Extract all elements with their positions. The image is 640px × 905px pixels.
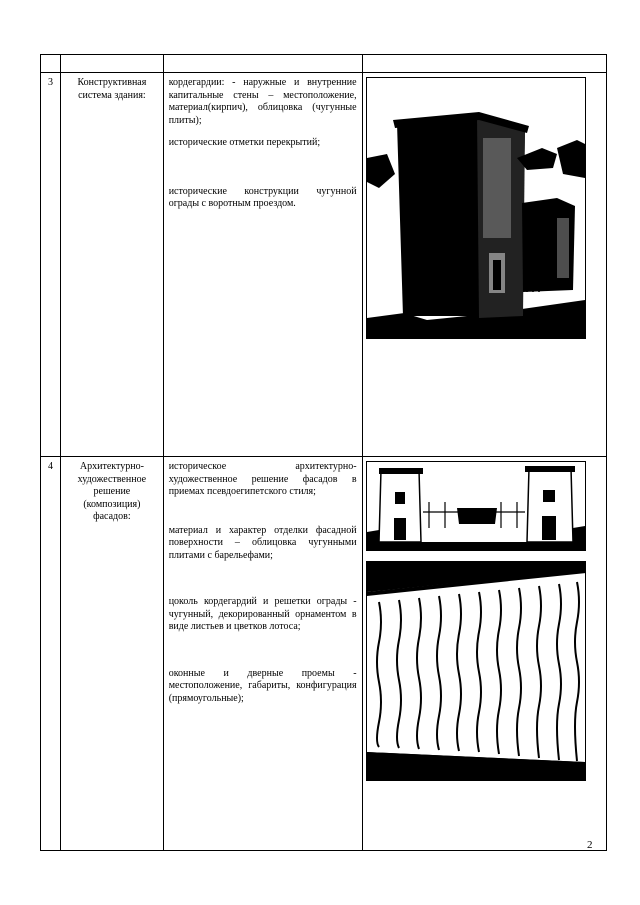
table-row [41,457,607,851]
cast-iron-fence-photo [366,561,586,781]
description-item: историческое архитектурно-художественное решение фасадов в приемах псевдоегипетского стиля; [168,461,357,497]
description-item: кордегардии: - наружные и внутренние капитальные стены – местоположение, материал(кирпич), облицовка (чугунные плиты); [168,77,357,126]
table-header-row [41,55,607,73]
row-number: 3 [41,73,61,457]
header-cell-number [41,55,61,73]
monument-table [40,54,607,851]
row-name: Архитектурно-художественное решение (композиция) фасадов: [61,457,164,851]
row-number: 4 [41,457,61,851]
header-cell-description [163,55,362,73]
header-cell-name [61,55,164,73]
header-cell-photo [362,55,606,73]
guardhouse-pylon-photo [366,77,586,339]
description-item: исторические отметки перекрытий; [168,137,321,148]
row-photo-cell [362,457,606,851]
page-number: 2 [587,839,593,851]
description-item: цоколь кордегардий и решетки ограды - чугунный, декорированный орнаментом в виде листьев и цветков лотоса; [168,596,357,632]
row-photo-cell [362,73,606,457]
row-description [163,457,362,851]
description-item: исторические конструкции чугунной ограды с воротным проездом. [168,185,357,209]
row-name: Конструктивная система здания: [61,73,164,457]
description-item: оконные и дверные проемы - местоположение, габариты, конфигурация (прямоугольные); [168,667,357,704]
gate-overview-photo [366,461,586,551]
row-description [163,73,362,457]
table-row [41,73,607,457]
description-item: материал и характер отделки фасадной поверхности – облицовка чугунными плитами с барельефами; [168,524,357,561]
